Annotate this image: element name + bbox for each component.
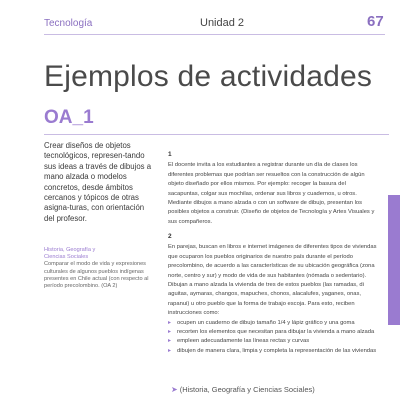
unit-label: Unidad 2: [200, 17, 245, 29]
activity-text: En parejas, buscan en libros e internet imágenes de diferentes tipos de viviendas que ocuparon los pueblos originarios de nuestro país durante el período precolombino, de acuerdo a las características de su ubicación geográfica (zona norte, centro y sur) y modo de vida de sus habitantes (nómada o sedentario). Dibujan a mano alzada la vivienda de tres de estos pueblos (las ramadas, di aguitas, aymaras, changos, mapuches, chonos, alacalufes, yaganes, onas, rapanui) u otro pueblo que la forma de trabajo escoja. Para esto, reciben instrucciones como:: [168, 244, 377, 317]
reference-title: Historia, Geografía y Ciencias Sociales: [44, 247, 96, 261]
activity-number: 1: [168, 151, 172, 158]
list-item: ▸ empleen adecuadamente las líneas rectas y curvas: [168, 337, 378, 346]
list-item: ▸ dibujen de manera clara, limpia y completa la representación de las viviendas: [168, 347, 378, 356]
page-number: 67: [367, 13, 384, 30]
activity-1: [168, 150, 378, 227]
arrow-circle-icon: ➤: [171, 385, 178, 394]
list-item: ▸ recorten los elementos que necesitan para dibujar la vivienda a mano alzada: [168, 328, 378, 337]
activity-2: [168, 232, 378, 356]
instruction-list: [168, 319, 378, 357]
page-header: [0, 0, 400, 46]
oa-code: OA_1: [44, 107, 94, 128]
learning-objective: Crear diseños de objetos tecnológicos, represen-tando sus ideas a través de dibujos a mano alzada o modelos concretos, desde ámbitos cercanos y tópicos de otras asigna-turas, con orientación del profesor.: [44, 141, 152, 223]
oa-divider: [44, 134, 389, 135]
header-divider: [44, 34, 385, 35]
activity-text: El docente invita a los estudiantes a registrar durante un día de clases los diferentes problemas que podrían ser resueltos con la construcción de algún objeto diseñado por ellos mismos. Por ejemplo: recoger la basura del sacapuntas, colgar sus mochilas, ordenar sus libros y cuadernos, u otros. Mediante dibujos a mano alzada o con un software de dibujo, presentan los posibles objetos a construir. (Diseño de objetos de Tecnología y Artes Visuales y sus compañeros.: [168, 162, 375, 225]
list-item: ▸ ocupen un cuaderno de dibujo tamaño 1/4 y lápiz gráfico y una goma: [168, 319, 378, 328]
page-title: Ejemplos de actividades: [44, 60, 373, 93]
activity-number: 2: [168, 233, 172, 240]
footer-reference: [171, 385, 315, 394]
subject-label: Tecnología: [44, 18, 93, 29]
reference-text: Comparar el modo de vida y expresiones culturales de algunos pueblos indígenas presentes en Chile actual (con respecto al período precolombino. (OA 2): [44, 261, 149, 290]
side-tab: [388, 195, 400, 325]
cross-subject-reference: [44, 247, 156, 290]
footer-reference-text: (Historia, Geografía y Ciencias Sociales): [179, 385, 315, 394]
